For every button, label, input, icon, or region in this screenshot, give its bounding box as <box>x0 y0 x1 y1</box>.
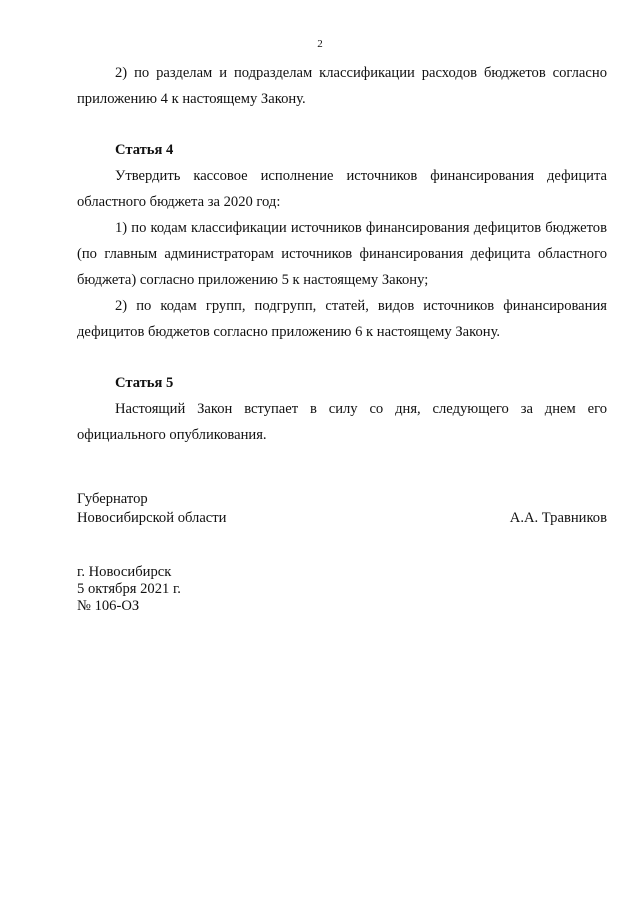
law-number: № 106-ОЗ <box>77 598 140 614</box>
date: 5 октября 2021 г. <box>77 581 181 597</box>
signatory-title: Губернатор <box>77 491 148 507</box>
article-4-heading: Статья 4 <box>115 142 174 158</box>
signatory-name: А.А. Травников <box>509 510 607 526</box>
article-4-item-2: 2) по кодам групп, подгрупп, статей, видов источников финансирования дефицитов бюджетов согласно приложению 6 к настоящему Закону. <box>77 298 607 340</box>
signatory-region: Новосибирской области <box>77 510 227 526</box>
article-4-lead: Утвердить кассовое исполнение источников финансирования дефицита областного бюджета за 2020 год: <box>77 168 607 210</box>
page-number: 2 <box>317 38 323 50</box>
spacer <box>77 112 607 137</box>
signature-row <box>77 509 607 528</box>
document-body <box>77 60 607 448</box>
place-date-block <box>77 564 377 615</box>
article-5-text: Настоящий Закон вступает в силу со дня, следующего за днем его официального опубликования. <box>77 401 607 443</box>
spacer <box>77 345 607 370</box>
city: г. Новосибирск <box>77 564 172 580</box>
article-5-heading: Статья 5 <box>115 375 174 391</box>
intro-list-item: 2) по разделам и подразделам классификации расходов бюджетов согласно приложению 4 к настоящему Закону. <box>77 65 607 107</box>
article-4-item-1: 1) по кодам классификации источников финансирования дефицитов бюджетов (по главным администраторам источников финансирования дефицита областного бюджета) согласно приложению 5 к настоящему Закону; <box>77 220 607 288</box>
signature-block <box>77 490 607 528</box>
